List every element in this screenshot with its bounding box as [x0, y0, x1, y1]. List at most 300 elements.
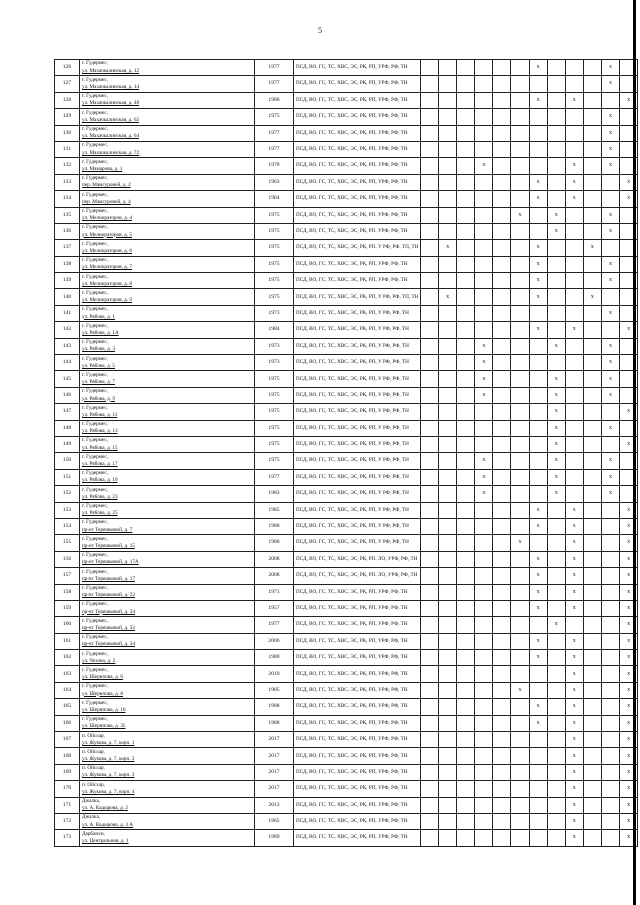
mark-cell	[511, 666, 529, 682]
mark-cell: x	[565, 797, 583, 813]
build-year: 1977	[255, 469, 294, 485]
mark-cell	[601, 748, 619, 764]
address-street: ул. Махачкалинская, д. 48	[82, 100, 140, 107]
mark-cell: x	[601, 453, 619, 469]
mark-cell	[529, 109, 547, 125]
mark-cell: x	[620, 830, 638, 846]
mark-cell	[475, 76, 493, 92]
table-row	[55, 240, 638, 256]
address-cell	[80, 125, 255, 141]
mark-cell: x	[565, 174, 583, 190]
mark-cell	[601, 600, 619, 616]
table-row	[55, 535, 638, 551]
mark-cell	[583, 617, 601, 633]
mark-cell	[493, 436, 511, 452]
mark-cell	[421, 732, 439, 748]
address-locality: г. Гудермес,	[82, 289, 108, 296]
mark-cell	[547, 60, 565, 76]
services-list: ПСД, ВО, ГС, ТС, ХВС, ЭС, РК, РП, УРФ, РФ, ТН	[294, 764, 421, 780]
mark-cell	[421, 371, 439, 387]
mark-cell	[493, 764, 511, 780]
mark-cell	[493, 338, 511, 354]
mark-cell	[529, 748, 547, 764]
address-locality: г. Гудермес,	[82, 634, 108, 641]
mark-cell: x	[620, 732, 638, 748]
mark-cell	[583, 551, 601, 567]
mark-cell	[511, 715, 529, 731]
table-row	[55, 141, 638, 157]
mark-cell: x	[565, 191, 583, 207]
mark-cell	[511, 600, 529, 616]
mark-cell	[601, 584, 619, 600]
build-year: 1983	[255, 486, 294, 502]
mark-cell	[583, 486, 601, 502]
row-number: 171	[55, 797, 80, 813]
build-year: 2006	[255, 633, 294, 649]
mark-cell	[511, 240, 529, 256]
mark-cell: x	[583, 289, 601, 305]
mark-cell	[421, 617, 439, 633]
mark-cell: x	[565, 715, 583, 731]
mark-cell	[583, 518, 601, 534]
mark-cell	[439, 207, 457, 223]
mark-cell	[439, 502, 457, 518]
build-year: 2017	[255, 764, 294, 780]
mark-cell	[493, 158, 511, 174]
mark-cell: x	[620, 404, 638, 420]
services-list: ПСД, ВО, ГС, ТС, ХВС, ЭС, РК, РП, У РФ, РФ, ТН	[294, 305, 421, 321]
mark-cell: x	[529, 584, 547, 600]
build-year: 1984	[255, 322, 294, 338]
services-list: ПСД, ВО, ГС, ТС, ХВС, ЭС, РК, РП, У РФ, РФ, ТН	[294, 436, 421, 452]
mark-cell	[457, 813, 475, 829]
address-locality: г. Гудермес,	[82, 240, 108, 247]
mark-cell: x	[565, 666, 583, 682]
build-year: 2017	[255, 748, 294, 764]
mark-cell: x	[565, 600, 583, 616]
mark-cell	[583, 633, 601, 649]
address-locality: г. Гудермес,	[82, 650, 108, 657]
mark-cell	[421, 813, 439, 829]
mark-cell	[511, 371, 529, 387]
address-locality: г. Гудермес,	[82, 191, 108, 198]
mark-cell	[511, 453, 529, 469]
mark-cell	[493, 732, 511, 748]
mark-cell	[583, 387, 601, 403]
mark-cell: x	[565, 535, 583, 551]
build-year: 2008	[255, 568, 294, 584]
mark-cell	[421, 584, 439, 600]
services-list: ПСД, ВО, ГС, ТС, ХВС, ЭС, РК, РП, УРФ, РФ, ТН	[294, 207, 421, 223]
build-year: 1977	[255, 125, 294, 141]
table-row	[55, 666, 638, 682]
mark-cell	[583, 764, 601, 780]
mark-cell: x	[547, 617, 565, 633]
build-year: 1975	[255, 387, 294, 403]
mark-cell	[565, 207, 583, 223]
row-number: 151	[55, 469, 80, 485]
mark-cell	[421, 682, 439, 698]
build-year: 1977	[255, 141, 294, 157]
mark-cell	[457, 76, 475, 92]
mark-cell	[547, 764, 565, 780]
mark-cell	[583, 191, 601, 207]
address-street: пер. Мамсуровой, д. 2	[82, 182, 131, 189]
table-row	[55, 322, 638, 338]
mark-cell	[493, 174, 511, 190]
row-number: 135	[55, 207, 80, 223]
table-row	[55, 420, 638, 436]
mark-cell	[457, 322, 475, 338]
mark-cell	[583, 813, 601, 829]
services-list: ПСД, ВО, ГС, ТС, ХВС, ЭС, РК, РП, УРФ, РФ, ТН	[294, 191, 421, 207]
mark-cell	[565, 453, 583, 469]
mark-cell	[547, 633, 565, 649]
row-number: 162	[55, 650, 80, 666]
address-cell	[80, 699, 255, 715]
mark-cell	[493, 60, 511, 76]
services-list: ПСД, ВО, ГС, ТС, ХВС, ЭС, РК, РП, УРФ, РФ, ТН	[294, 60, 421, 76]
mark-cell	[529, 666, 547, 682]
build-year: 1963	[255, 174, 294, 190]
mark-cell	[457, 240, 475, 256]
mark-cell	[493, 650, 511, 666]
address-cell	[80, 322, 255, 338]
build-year: 1973	[255, 355, 294, 371]
services-list: ПСД, ВО, ГС, ТС, ХВС, ЭС, РК, РП, У РФ, РФ, ТП, ТН	[294, 240, 421, 256]
table-row	[55, 682, 638, 698]
mark-cell: x	[475, 371, 493, 387]
row-number: 166	[55, 715, 80, 731]
mark-cell	[421, 60, 439, 76]
mark-cell	[439, 699, 457, 715]
mark-cell	[565, 109, 583, 125]
mark-cell	[601, 191, 619, 207]
mark-cell	[439, 518, 457, 534]
mark-cell: x	[601, 60, 619, 76]
mark-cell	[475, 305, 493, 321]
address-locality: г. Гудермес,	[82, 126, 108, 133]
table-row	[55, 600, 638, 616]
mark-cell	[493, 715, 511, 731]
mark-cell	[475, 748, 493, 764]
services-list: ПСД, ВО, ГС, ТС, ХВС, ЭС, РК, РП, У РФ, РФ, ТН	[294, 486, 421, 502]
mark-cell	[565, 60, 583, 76]
mark-cell	[493, 355, 511, 371]
services-list: ПСД, ВО, ГС, ТС, ХВС, ЭС, РК, РП, УРФ, РФ, ТН	[294, 682, 421, 698]
mark-cell: x	[565, 650, 583, 666]
table-row	[55, 273, 638, 289]
row-number: 128	[55, 92, 80, 108]
mark-cell: x	[529, 518, 547, 534]
mark-cell	[583, 469, 601, 485]
build-year: 1971	[255, 584, 294, 600]
mark-cell	[529, 355, 547, 371]
address-street: ул. Мелиораторов, д. 9	[82, 297, 132, 304]
address-cell	[80, 715, 255, 731]
address-cell	[80, 518, 255, 534]
mark-cell	[565, 469, 583, 485]
address-cell	[80, 338, 255, 354]
mark-cell	[439, 715, 457, 731]
mark-cell	[493, 469, 511, 485]
mark-cell	[457, 584, 475, 600]
row-number: 158	[55, 584, 80, 600]
mark-cell	[457, 338, 475, 354]
mark-cell	[565, 289, 583, 305]
services-list: ПСД, ВО, ГС, ТС, ХВС, ЭС, РК, РП, У РФ, РФ, ТН	[294, 404, 421, 420]
mark-cell	[529, 469, 547, 485]
address-street: ул. Жукова, д. 7, корп. 1	[82, 739, 135, 746]
mark-cell	[493, 109, 511, 125]
mark-cell	[547, 355, 565, 371]
build-year: 1975	[255, 289, 294, 305]
mark-cell	[475, 436, 493, 452]
mark-cell: x	[565, 764, 583, 780]
mark-cell: x	[620, 617, 638, 633]
mark-cell: x	[620, 797, 638, 813]
services-list: ПСД, ВО, ГС, ТС, ХВС, ЭС, РК, РП, УРФ, РФ, ТН	[294, 584, 421, 600]
build-year: 1989	[255, 830, 294, 846]
row-number: 146	[55, 387, 80, 403]
mark-cell	[529, 76, 547, 92]
mark-cell	[457, 732, 475, 748]
services-list: ПСД, ВО, ГС, ТС, ХВС, ЭС, РК, РП, У РФ, РФ, ТН	[294, 387, 421, 403]
mark-cell	[511, 502, 529, 518]
mark-cell	[421, 633, 439, 649]
table-row	[55, 486, 638, 502]
mark-cell	[511, 650, 529, 666]
mark-cell	[511, 60, 529, 76]
mark-cell	[511, 518, 529, 534]
table-row	[55, 748, 638, 764]
mark-cell	[529, 781, 547, 797]
table-row	[55, 699, 638, 715]
address-cell	[80, 191, 255, 207]
mark-cell	[493, 141, 511, 157]
mark-cell	[493, 551, 511, 567]
mark-cell	[547, 305, 565, 321]
mark-cell	[547, 191, 565, 207]
mark-cell	[475, 92, 493, 108]
mark-cell	[421, 568, 439, 584]
mark-cell	[439, 125, 457, 141]
address-locality: г. Гудермес,	[82, 617, 108, 624]
mark-cell	[601, 436, 619, 452]
row-number: 140	[55, 289, 80, 305]
mark-cell	[439, 273, 457, 289]
address-locality: п. Ойсхар,	[82, 748, 105, 755]
table-row	[55, 207, 638, 223]
mark-cell: x	[620, 666, 638, 682]
mark-cell	[493, 830, 511, 846]
address-locality: г. Гудермес,	[82, 503, 108, 510]
row-number: 136	[55, 223, 80, 239]
mark-cell	[421, 273, 439, 289]
address-street: ул. Рябова, д. 11	[82, 411, 118, 418]
address-street: ул. Рябова, д. 19	[82, 477, 118, 484]
mark-cell: x	[529, 256, 547, 272]
mark-cell	[475, 830, 493, 846]
mark-cell	[529, 682, 547, 698]
mark-cell: x	[601, 207, 619, 223]
mark-cell	[421, 436, 439, 452]
mark-cell	[493, 813, 511, 829]
mark-cell	[439, 568, 457, 584]
mark-cell	[493, 387, 511, 403]
mark-cell: x	[601, 387, 619, 403]
mark-cell	[529, 535, 547, 551]
mark-cell	[439, 256, 457, 272]
mark-cell	[475, 207, 493, 223]
mark-cell: x	[529, 191, 547, 207]
mark-cell: x	[601, 273, 619, 289]
mark-cell: x	[565, 551, 583, 567]
mark-cell	[475, 584, 493, 600]
mark-cell: x	[511, 682, 529, 698]
services-list: ПСД, ВО, ГС, ТС, ХВС, ЭС, РК, РП, ЛО, УРФ, РФ, ТН	[294, 551, 421, 567]
address-locality: г. Гудермес,	[82, 76, 108, 83]
mark-cell	[529, 387, 547, 403]
mark-cell: x	[529, 273, 547, 289]
row-number: 154	[55, 518, 80, 534]
table-row	[55, 305, 638, 321]
mark-cell	[457, 174, 475, 190]
mark-cell	[601, 240, 619, 256]
address-cell	[80, 92, 255, 108]
mark-cell	[457, 502, 475, 518]
mark-cell	[439, 109, 457, 125]
address-street: пр-кт Терешковой, д. 32	[82, 624, 135, 631]
mark-cell: x	[565, 158, 583, 174]
address-cell	[80, 355, 255, 371]
mark-cell: x	[529, 633, 547, 649]
row-number: 168	[55, 748, 80, 764]
mark-cell	[583, 420, 601, 436]
address-cell	[80, 617, 255, 633]
table-row	[55, 109, 638, 125]
services-list: ПСД, ВО, ГС, ТС, ХВС, ЭС, РК, РП, У РФ, РФ, ТН	[294, 355, 421, 371]
services-list: ПСД, ВО, ГС, ТС, ХВС, ЭС, РК, РП, УРФ, РФ, ТН	[294, 715, 421, 731]
mark-cell	[421, 191, 439, 207]
row-number: 170	[55, 781, 80, 797]
build-year: 1985	[255, 682, 294, 698]
mark-cell	[583, 338, 601, 354]
mark-cell	[439, 174, 457, 190]
mark-cell	[511, 568, 529, 584]
address-cell	[80, 486, 255, 502]
mark-cell	[493, 223, 511, 239]
build-year: 1975	[255, 256, 294, 272]
build-year: 1988	[255, 699, 294, 715]
mark-cell: x	[601, 125, 619, 141]
mark-cell	[601, 830, 619, 846]
address-cell	[80, 404, 255, 420]
mark-cell	[439, 371, 457, 387]
mark-cell: x	[620, 813, 638, 829]
mark-cell	[583, 584, 601, 600]
build-year: 1978	[255, 158, 294, 174]
mark-cell	[493, 584, 511, 600]
mark-cell	[583, 436, 601, 452]
mark-cell	[493, 420, 511, 436]
mark-cell	[421, 158, 439, 174]
address-street: ул. Мелиораторов, д. 8	[82, 280, 132, 287]
address-street: ул. Мелиораторов, д. 5	[82, 231, 132, 238]
mark-cell: x	[565, 813, 583, 829]
mark-cell	[583, 535, 601, 551]
mark-cell: x	[529, 92, 547, 108]
row-number: 173	[55, 830, 80, 846]
mark-cell	[493, 273, 511, 289]
address-cell	[80, 76, 255, 92]
services-list: ПСД, ВО, ГС, ТС, ХВС, ЭС, РК, РП, УРФ, РФ, ТН	[294, 76, 421, 92]
mark-cell	[475, 518, 493, 534]
mark-cell	[547, 322, 565, 338]
mark-cell	[529, 436, 547, 452]
mark-cell	[439, 469, 457, 485]
mark-cell	[493, 486, 511, 502]
mark-cell: x	[601, 158, 619, 174]
mark-cell	[493, 240, 511, 256]
mark-cell	[457, 699, 475, 715]
build-year: 2008	[255, 551, 294, 567]
row-number: 137	[55, 240, 80, 256]
table-row	[55, 223, 638, 239]
mark-cell: x	[620, 191, 638, 207]
mark-cell	[493, 305, 511, 321]
address-locality: г. Гудермес,	[82, 306, 108, 313]
address-locality: г. Гудермес,	[82, 552, 108, 559]
address-cell	[80, 109, 255, 125]
mark-cell	[493, 191, 511, 207]
mark-cell	[457, 682, 475, 698]
services-list: ПСД, ВО, ГС, ТС, ХВС, ЭС, РК, РП, У РФ, РФ, ТН	[294, 518, 421, 534]
mark-cell	[457, 223, 475, 239]
services-list: ПСД, ВО, ГС, ТС, ХВС, ЭС, РК, РП, У РФ, РФ, ТН	[294, 338, 421, 354]
address-street: ул. Рябова, д. 17	[82, 461, 118, 468]
address-cell	[80, 207, 255, 223]
address-street: ул. Рябова, д. 7	[82, 379, 115, 386]
mark-cell: x	[565, 518, 583, 534]
address-street: пр-кт Терешковой, д. 24	[82, 608, 135, 615]
mark-cell	[457, 568, 475, 584]
mark-cell	[439, 305, 457, 321]
row-number: 167	[55, 732, 80, 748]
address-locality: г. Гудермес,	[82, 93, 108, 100]
address-locality: г. Гудермес,	[82, 716, 108, 723]
mark-cell	[475, 699, 493, 715]
mark-cell	[601, 797, 619, 813]
build-year: 1975	[255, 371, 294, 387]
mark-cell	[511, 469, 529, 485]
mark-cell	[457, 404, 475, 420]
mark-cell	[511, 404, 529, 420]
mark-cell	[601, 174, 619, 190]
mark-cell	[565, 305, 583, 321]
address-street: ул. Рябова, д. 5	[82, 362, 115, 369]
address-cell	[80, 502, 255, 518]
build-year: 1977	[255, 617, 294, 633]
address-street: ул. Махачкалинская, д. 64	[82, 133, 140, 140]
mark-cell: x	[529, 715, 547, 731]
mark-cell	[475, 764, 493, 780]
row-number: 169	[55, 764, 80, 780]
mark-cell	[529, 732, 547, 748]
services-list: ПСД, ВО, ГС, ТС, ХВС, ЭС, РК, РП, УРФ, РФ, ТН	[294, 223, 421, 239]
address-locality: г. Гудермес,	[82, 208, 108, 214]
table-row	[55, 404, 638, 420]
